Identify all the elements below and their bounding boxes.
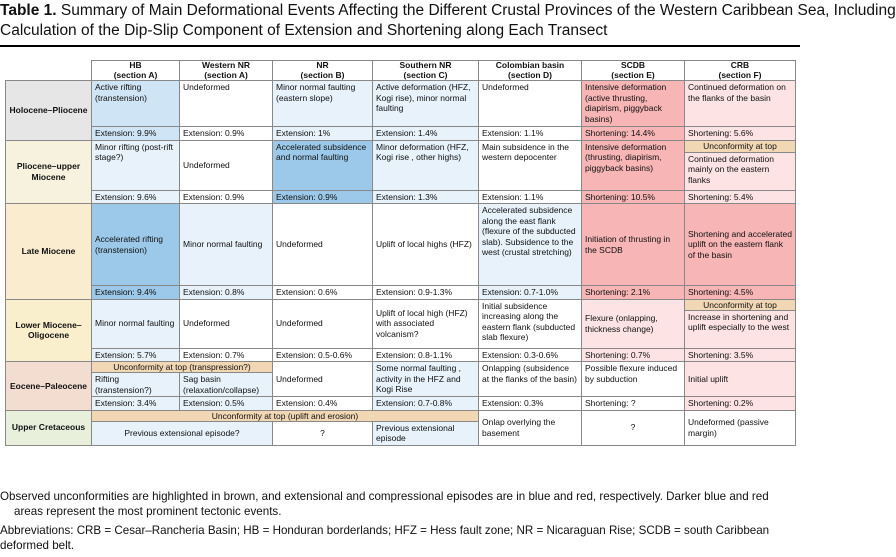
extension-row <box>6 127 796 141</box>
extension-value: Extension: 1.1% <box>479 190 582 204</box>
table-cell: Rifting (transtension?) <box>92 373 180 397</box>
extension-value: Extension: 9.4% <box>92 286 180 300</box>
extension-value: Extension: 0.5% <box>180 397 273 411</box>
table-cell: Undeformed <box>273 362 373 397</box>
table-cell: Undeformed <box>273 299 373 348</box>
extension-row <box>6 190 796 204</box>
table-cell: Undeformed <box>180 140 273 190</box>
top-rule <box>0 45 800 47</box>
row-label: Eocene–Paleocene <box>6 362 92 411</box>
table-row <box>6 140 796 152</box>
summary-table <box>5 60 796 446</box>
extension-value: Extension: 5.7% <box>92 348 180 362</box>
shortening-value: Shortening: 0.7% <box>582 348 685 362</box>
extension-value: Extension: 0.3-0.6% <box>479 348 582 362</box>
table-cell: Minor deformation (HFZ, Kogi rise , other highs) <box>373 140 479 190</box>
table-cell: Minor rifting (post-rift stage?) <box>92 140 180 190</box>
extension-value: Extension: 1.4% <box>373 127 479 141</box>
table-cell: Continued deformation on the flanks of the basin <box>685 81 796 127</box>
table-cell: Active rifting (transtension) <box>92 81 180 127</box>
table-cell: ? <box>273 421 373 445</box>
table-cell: Intensive deformation (active thrusting, diapirism, piggyback basins) <box>582 81 685 127</box>
unconformity-label: Unconformity at top (uplift and erosion) <box>92 410 479 421</box>
table-cell: Accelerated subsidence and normal faulting <box>273 140 373 190</box>
table-cell: Initial uplift <box>685 362 796 397</box>
col-header-nr: NR (section B) <box>273 61 373 81</box>
row-label: Late Miocene <box>6 204 92 300</box>
table-cell: Uplift of local highs (HFZ) <box>373 204 479 286</box>
unconformity-label: Unconformity at top <box>685 140 796 152</box>
table-cell: Undeformed <box>180 299 273 348</box>
header-row <box>6 61 796 81</box>
caption-text: Summary of Main Deformational Events Affecting the Different Crustal Provinces of the Western Caribbean Sea, Including <box>60 2 896 19</box>
extension-value: Extension: 0.5-0.6% <box>273 348 373 362</box>
table-cell: Continued deformation mainly on the eastern flanks <box>685 152 796 190</box>
extension-value: Extension: 9.6% <box>92 190 180 204</box>
table-cell: Undeformed <box>273 204 373 286</box>
table-cell: Onlap overlying the basement <box>479 410 582 445</box>
row-label: Upper Cretaceous <box>6 410 92 445</box>
shortening-value: Shortening: 3.5% <box>685 348 796 362</box>
table-cell: Accelerated rifting (transtension) <box>92 204 180 286</box>
table-cell: Undeformed (passive margin) <box>685 410 796 445</box>
extension-value: Extension: 0.8% <box>180 286 273 300</box>
col-header-scdb: SCDB (section E) <box>582 61 685 81</box>
unconformity-label: Unconformity at top <box>685 299 796 310</box>
extension-value: Extension: 9.9% <box>92 127 180 141</box>
table-cell: Previous extensional episode <box>373 421 479 445</box>
extension-value: Extension: 0.4% <box>273 397 373 411</box>
extension-value: Extension: 0.3% <box>479 397 582 411</box>
table-row <box>6 410 796 421</box>
extension-value: Extension: 0.9% <box>180 190 273 204</box>
extension-value: Extension: 1.1% <box>479 127 582 141</box>
table-row <box>6 81 796 127</box>
notes-abbreviations: Abbreviations: CRB = Cesar–Rancheria Basin; HB = Honduran borderlands; HFZ = Hess fault zone; NR = Nicaraguan Rise; SCDB = south Caribbean deformed belt. <box>0 524 770 552</box>
unconformity-label: Unconformity at top (transpression?) <box>92 362 273 373</box>
table-cell: Onlapping (subsidence at the flanks of the basin) <box>479 362 582 397</box>
shortening-value: Shortening: 10.5% <box>582 190 685 204</box>
extension-value: Extension: 0.7% <box>180 348 273 362</box>
extension-value: Extension: 0.6% <box>273 286 373 300</box>
table-cell: Undeformed <box>479 81 582 127</box>
table-cell: Previous extensional episode? <box>92 421 273 445</box>
shortening-value: Shortening: 0.2% <box>685 397 796 411</box>
shortening-value: Shortening: ? <box>582 397 685 411</box>
table-cell: ? <box>582 410 685 445</box>
extension-row <box>6 348 796 362</box>
table-row <box>6 362 796 373</box>
shortening-value: Shortening: 5.4% <box>685 190 796 204</box>
table-cell: Intensive deformation (thrusting, diapirism, piggyback basins) <box>582 140 685 190</box>
extension-value: Extension: 0.9% <box>273 190 373 204</box>
extension-value: Extension: 1% <box>273 127 373 141</box>
caption-label: Table 1. <box>0 2 57 19</box>
table-notes <box>0 489 800 557</box>
shortening-value: Shortening: 4.5% <box>685 286 796 300</box>
table-cell: Increase in shortening and uplift especially to the west <box>685 310 796 348</box>
table-cell: Minor normal faulting <box>92 299 180 348</box>
extension-value: Extension: 3.4% <box>92 397 180 411</box>
col-header-hb: HB (section A) <box>92 61 180 81</box>
table-cell: Sag basin (relaxation/collapse) <box>180 373 273 397</box>
col-header-colombian-basin: Colombian basin (section D) <box>479 61 582 81</box>
extension-row <box>6 397 796 411</box>
table-cell: Flexure (onlapping, thickness change) <box>582 299 685 348</box>
table-cell: Active deformation (HFZ, Kogi rise), minor normal faulting <box>373 81 479 127</box>
col-header-crb: CRB (section F) <box>685 61 796 81</box>
col-header-southern-nr: Southern NR (section C) <box>373 61 479 81</box>
extension-value: Extension: 0.7-0.8% <box>373 397 479 411</box>
table-cell: Minor normal faulting <box>180 204 273 286</box>
extension-value: Extension: 0.7-1.0% <box>479 286 582 300</box>
shortening-value: Shortening: 14.4% <box>582 127 685 141</box>
table-cell: Possible flexure induced by subduction <box>582 362 685 397</box>
table-cell: Main subsidence in the western depocenter <box>479 140 582 190</box>
table-cell: Minor normal faulting (eastern slope) <box>273 81 373 127</box>
notes-color-legend: Observed unconformities are highlighted in brown, and extensional and compressional episodes are in blue and red, respectively. Darker blue and red areas represent the most prominent tectonic events. <box>0 490 769 518</box>
caption-text-line2: Calculation of the Dip-Slip Component of Extension and Shortening along Each Transect <box>0 22 608 39</box>
table-row <box>6 299 796 310</box>
extension-row <box>6 286 796 300</box>
shortening-value: Shortening: 5.6% <box>685 127 796 141</box>
extension-value: Extension: 0.9% <box>180 127 273 141</box>
table-cell: Initiation of thrusting in the SCDB <box>582 204 685 286</box>
table-cell: Uplift of local high (HFZ) with associated volcanism? <box>373 299 479 348</box>
extension-value: Extension: 0.8-1.1% <box>373 348 479 362</box>
table-cell: Undeformed <box>180 81 273 127</box>
table-cell: Accelerated subsidence along the east flank (flexure of the subducted slab). Subsidence to the west (crustal stretching) <box>479 204 582 286</box>
extension-value: Extension: 0.9-1.3% <box>373 286 479 300</box>
row-label: Pliocene–upper Miocene <box>6 140 92 204</box>
table-row <box>6 204 796 286</box>
table-cell: Shortening and accelerated uplift on the eastern flank of the basin <box>685 204 796 286</box>
col-header-western-nr: Western NR (section A) <box>180 61 273 81</box>
row-label: Lower Miocene–Oligocene <box>6 299 92 362</box>
extension-value: Extension: 1.3% <box>373 190 479 204</box>
table-cell: Initial subsidence increasing along the eastern flank (subducted slab flexure) <box>479 299 582 348</box>
row-label: Holocene–Pliocene <box>6 81 92 141</box>
shortening-value: Shortening: 2.1% <box>582 286 685 300</box>
table-cell: Some normal faulting , activity in the HFZ and Kogi Rise <box>373 362 479 397</box>
